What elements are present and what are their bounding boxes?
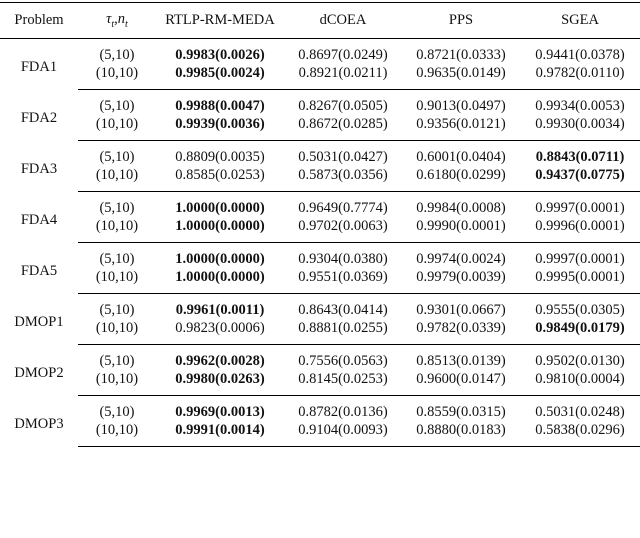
value-cell: 0.8809(0.0035) [175, 148, 265, 165]
param-cell: (10,10) [78, 268, 156, 294]
value-cell: 0.9961(0.0011) [175, 301, 265, 318]
header-n-sub: t [125, 18, 128, 30]
value-cell: 1.0000(0.0000) [175, 199, 265, 216]
problem-cell: FDA5 [20, 263, 58, 279]
param-cell: (10,10) [78, 319, 156, 345]
table-row [0, 39, 640, 65]
value-cell: 0.9301(0.0667) [416, 301, 506, 318]
problem-cell: DMOP2 [14, 365, 64, 381]
value-cell: 0.5031(0.0427) [298, 148, 388, 165]
value-cell: 0.9782(0.0339) [402, 319, 520, 345]
value-cell: 0.9013(0.0497) [416, 97, 506, 114]
value-cell: 0.5873(0.0356) [284, 166, 402, 192]
param-cell: (5,10) [99, 403, 135, 420]
header-tau: τ [106, 11, 112, 28]
value-cell: 0.8881(0.0255) [284, 319, 402, 345]
value-cell: 0.7556(0.0563) [298, 352, 388, 369]
value-cell: 0.9823(0.0006) [156, 319, 284, 345]
value-cell: 0.8559(0.0315) [416, 403, 506, 420]
value-cell: 0.5031(0.0248) [535, 403, 625, 420]
value-cell: 0.9810(0.0004) [520, 370, 640, 396]
header-method-pps: PPS [402, 3, 520, 39]
value-cell: 0.9635(0.0149) [402, 64, 520, 90]
value-cell: 0.8585(0.0253) [156, 166, 284, 192]
value-cell: 0.9437(0.0775) [520, 166, 640, 192]
value-cell: 0.8513(0.0139) [416, 352, 506, 369]
problem-cell: DMOP3 [14, 416, 64, 432]
header-params [78, 3, 156, 39]
value-cell: 0.8697(0.0249) [298, 46, 388, 63]
value-cell: 0.9304(0.0380) [298, 250, 388, 267]
value-cell: 0.9990(0.0001) [402, 217, 520, 243]
value-cell: 0.8721(0.0333) [416, 46, 506, 63]
value-cell: 0.8782(0.0136) [298, 403, 388, 420]
value-cell: 0.9551(0.0369) [284, 268, 402, 294]
value-cell: 1.0000(0.0000) [175, 250, 265, 267]
table-row [0, 64, 640, 90]
value-cell: 0.9984(0.0008) [416, 199, 506, 216]
value-cell: 0.9702(0.0063) [284, 217, 402, 243]
param-cell: (10,10) [78, 64, 156, 90]
table-row [0, 90, 640, 116]
results-table [0, 2, 640, 447]
value-cell: 0.8643(0.0414) [298, 301, 388, 318]
value-cell: 0.9849(0.0179) [520, 319, 640, 345]
table-row [0, 396, 640, 422]
problem-cell: FDA2 [20, 110, 58, 126]
problem-cell: DMOP1 [14, 314, 64, 330]
header-problem: Problem [0, 3, 78, 39]
param-cell: (10,10) [78, 166, 156, 192]
param-cell: (10,10) [78, 217, 156, 243]
table-row [0, 166, 640, 192]
value-cell: 0.9962(0.0028) [175, 352, 265, 369]
value-cell: 0.5838(0.0296) [520, 421, 640, 447]
value-cell: 0.9649(0.7774) [298, 199, 388, 216]
table-row [0, 294, 640, 320]
value-cell: 0.9600(0.0147) [402, 370, 520, 396]
table-row [0, 268, 640, 294]
value-cell: 0.9996(0.0001) [520, 217, 640, 243]
value-cell: 0.8843(0.0711) [535, 148, 625, 165]
header-method-sgea: SGEA [520, 3, 640, 39]
param-cell: (5,10) [99, 46, 135, 63]
table-row [0, 370, 640, 396]
header-params-sep: , [114, 11, 118, 28]
param-cell: (5,10) [99, 352, 135, 369]
value-cell: 0.8921(0.0211) [284, 64, 402, 90]
table-row [0, 192, 640, 218]
header-method-rtlp: RTLP-RM-MEDA [156, 3, 284, 39]
value-cell: 0.9991(0.0014) [156, 421, 284, 447]
header-row [0, 3, 640, 39]
value-cell: 0.8145(0.0253) [284, 370, 402, 396]
value-cell: 0.9980(0.0263) [156, 370, 284, 396]
value-cell: 0.9983(0.0026) [175, 46, 265, 63]
value-cell: 0.9988(0.0047) [175, 97, 265, 114]
problem-cell: FDA1 [20, 59, 58, 76]
header-n: n [117, 11, 126, 28]
value-cell: 0.9356(0.0121) [402, 115, 520, 141]
value-cell: 1.0000(0.0000) [156, 268, 284, 294]
value-cell: 0.9555(0.0305) [535, 301, 625, 318]
param-cell: (5,10) [99, 250, 135, 267]
param-cell: (5,10) [99, 97, 135, 114]
value-cell: 0.9782(0.0110) [520, 64, 640, 90]
table-row [0, 243, 640, 269]
value-cell: 0.9441(0.0378) [535, 46, 625, 63]
value-cell: 0.9995(0.0001) [520, 268, 640, 294]
value-cell: 0.9969(0.0013) [175, 403, 265, 420]
problem-cell: FDA3 [20, 161, 58, 177]
table-row [0, 421, 640, 447]
param-cell: (5,10) [99, 199, 135, 216]
value-cell: 0.9934(0.0053) [535, 97, 625, 114]
value-cell: 0.9997(0.0001) [535, 250, 625, 267]
value-cell: 0.8880(0.0183) [402, 421, 520, 447]
value-cell: 0.9930(0.0034) [520, 115, 640, 141]
table-row [0, 319, 640, 345]
problem-cell: FDA4 [20, 212, 58, 228]
table-row [0, 115, 640, 141]
header-tau-sub: t [111, 18, 115, 30]
value-cell: 0.9985(0.0024) [156, 64, 284, 90]
param-cell: (10,10) [78, 115, 156, 141]
value-cell: 0.6180(0.0299) [402, 166, 520, 192]
table-row [0, 141, 640, 167]
param-cell: (5,10) [99, 301, 135, 318]
value-cell: 0.9997(0.0001) [535, 199, 625, 216]
value-cell: 0.9939(0.0036) [156, 115, 284, 141]
value-cell: 1.0000(0.0000) [156, 217, 284, 243]
value-cell: 0.8672(0.0285) [284, 115, 402, 141]
param-cell: (10,10) [78, 370, 156, 396]
param-cell: (5,10) [99, 148, 135, 165]
value-cell: 0.9979(0.0039) [402, 268, 520, 294]
header-method-dcoea: dCOEA [284, 3, 402, 39]
param-cell: (10,10) [78, 421, 156, 447]
table-row [0, 345, 640, 371]
value-cell: 0.9502(0.0130) [535, 352, 625, 369]
value-cell: 0.8267(0.0505) [298, 97, 388, 114]
value-cell: 0.9104(0.0093) [284, 421, 402, 447]
value-cell: 0.6001(0.0404) [416, 148, 506, 165]
table-row [0, 217, 640, 243]
value-cell: 0.9974(0.0024) [416, 250, 506, 267]
